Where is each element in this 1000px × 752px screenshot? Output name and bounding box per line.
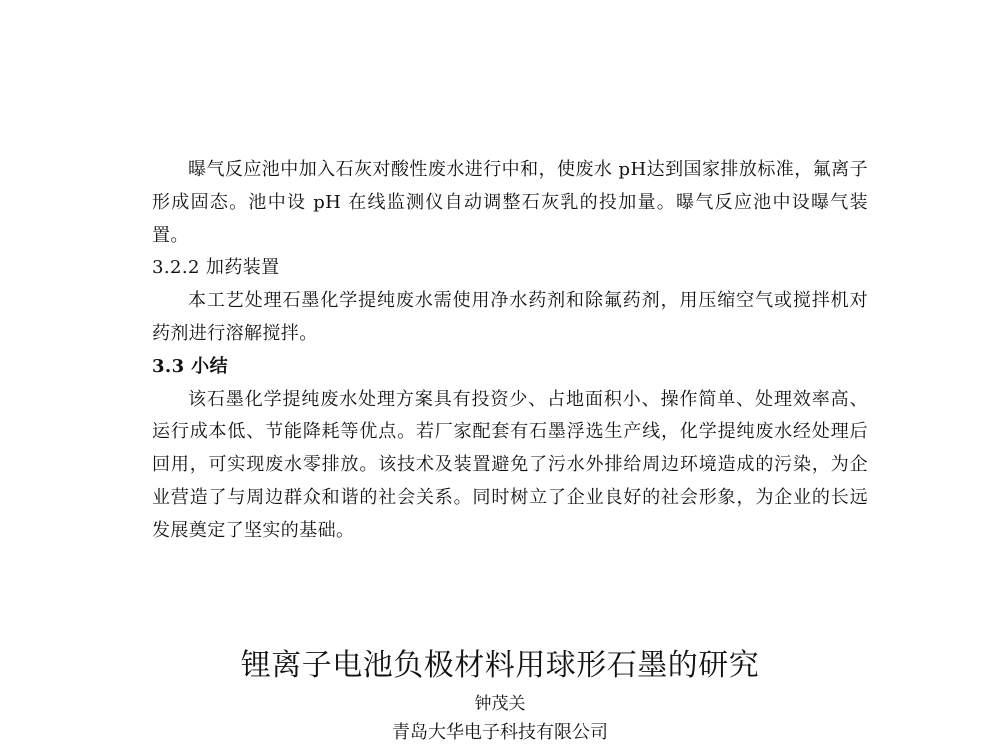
intro-paragraph: 曝气反应池中加入石灰对酸性废水进行中和，使废水 pH达到国家排放标准，氟离子形成固态。池中设 pH 在线监测仪自动调整石灰乳的投加量。曝气反应池中设曝气装置。 [152, 159, 868, 246]
subsection-paragraph: 本工艺处理石墨化学提纯废水需使用净水药剂和除氟药剂，用压缩空气或搅拌机对药剂进行溶解搅拌。 [152, 290, 868, 344]
article-title: 锂离子电池负极材料用球形石墨的研究 [240, 648, 760, 683]
section-body [152, 154, 868, 548]
article-affiliation: 青岛大华电子科技有限公司 [392, 722, 608, 743]
summary-paragraph: 该石墨化学提纯废水处理方案具有投资少、占地面积小、操作简单、处理效率高、运行成本低、节能降耗等优点。若厂家配套有石墨浮选生产线，化学提纯废水经处理后回用，可实现废水零排放。该技术及装置避免了污水外排给周边环境造成的污染，为企业营造了与周边群众和谐的社会关系。同时树立了企业良好的社会形象，为企业的长远发展奠定了坚实的基础。 [152, 388, 868, 541]
subsection-heading: 3.2.2 加药装置 [152, 257, 280, 279]
article-author: 钟茂关 [474, 694, 526, 714]
summary-heading: 3.3 小结 [152, 355, 228, 377]
